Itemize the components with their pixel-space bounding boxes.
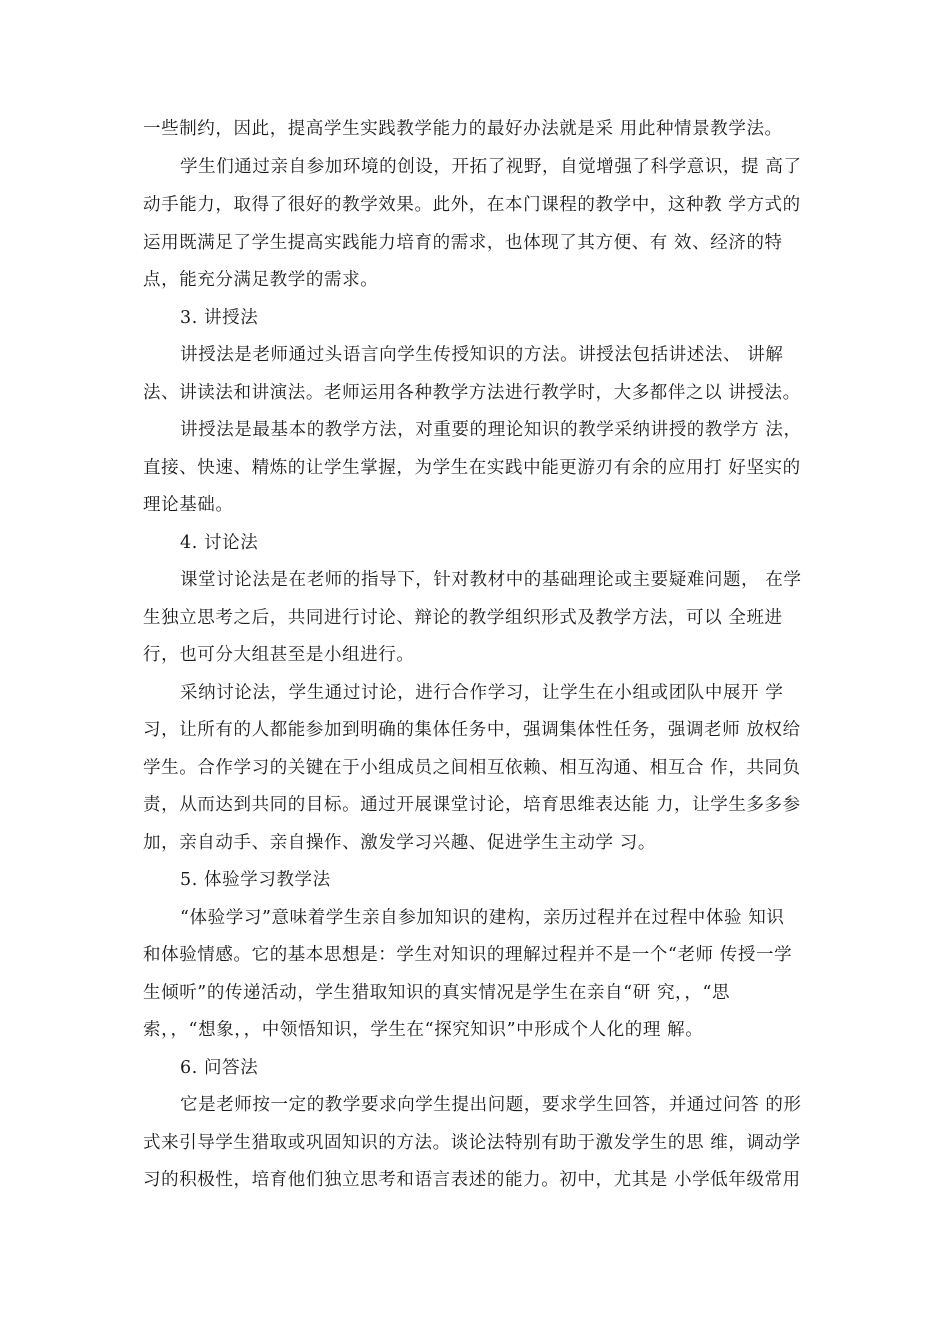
text-line: 理论基础。	[143, 495, 234, 515]
text-line: 生倾听”的传递活动，学生猎取知识的真实情况是学生在亲自“研 究，，“思	[143, 983, 731, 1003]
text-line: 式来引导学生猎取或巩固知识的方法。谈论法特别有助于激发学生的思 维，调动学	[143, 1133, 801, 1153]
text-line: 加，亲自动手、亲自操作、激发学习兴趣、促进学生主动学 习。	[143, 833, 656, 853]
text-line: “体验学习”意味着学生亲自参加知识的建构，亲历过程并在过程中体验 知识	[180, 908, 785, 928]
text-line: 运用既满足了学生提高实践能力培育的需求，也体现了其方便、有 效、经济的特	[143, 233, 783, 253]
text-line: 直接、快速、精炼的让学生掌握，为学生在实践中能更游刃有余的应用打 好坚实的	[143, 458, 801, 478]
text-line: 习的积极性，培育他们独立思考和语言表述的能力。初中，尤其是 小学低年级常用	[143, 1170, 801, 1190]
text-line: 和体验情感。它的基本思想是：学生对知识的理解过程并不是一个“老师 传授一学	[143, 945, 793, 965]
text-line: 生独立思考之后，共同进行讨论、辩论的教学组织形式及教学方法，可以 全班进	[143, 608, 783, 628]
section-heading: 5. 体验学习教学法	[180, 870, 331, 890]
text-line: 责，从而达到共同的目标。通过开展课堂讨论，培育思维表达能 力，让学生多多参	[143, 795, 801, 815]
text-line: 讲授法是最基本的教学方法，对重要的理论知识的教学采纳讲授的教学方 法，	[180, 420, 802, 440]
text-line: 索，，“想象，，中领悟知识，学生在“探究知识”中形成个人化的理 解。	[143, 1020, 704, 1040]
text-line: 动手能力，取得了很好的教学效果。此外，在本门课程的教学中，这种教 学方式的	[143, 195, 801, 215]
text-line: 学生。合作学习的关键在于小组成员之间相互依赖、相互沟通、相互合 作，共同负	[143, 758, 801, 778]
text-line: 一些制约，因此，提高学生实践教学能力的最好办法就是采 用此种情景教学法。	[143, 119, 783, 139]
text-line: 点，能充分满足教学的需求。	[143, 270, 379, 290]
text-line: 行，也可分大组甚至是小组进行。	[143, 645, 415, 665]
text-line: 学生们通过亲自参加环境的创设，开拓了视野，自觉增强了科学意识，提 高了	[180, 157, 802, 177]
text-line: 采纳讨论法，学生通过讨论，进行合作学习，让学生在小组或团队中展开 学	[180, 683, 784, 703]
text-line: 法、讲读法和讲演法。老师运用各种教学方法进行教学时，大多都伴之以 讲授法。	[143, 383, 801, 403]
section-heading: 3. 讲授法	[180, 308, 259, 328]
text-line: 习，让所有的人都能参加到明确的集体任务中，强调集体性任务，强调老师 放权给	[143, 720, 801, 740]
section-heading: 4. 讨论法	[180, 533, 259, 553]
section-heading: 6. 问答法	[180, 1058, 259, 1078]
text-line: 课堂讨论法是在老师的指导下，针对教材中的基础理论或主要疑难问题， 在学	[180, 570, 802, 590]
text-line: 它是老师按一定的教学要求向学生提出问题，要求学生回答，并通过问答 的形	[180, 1095, 802, 1115]
text-line: 讲授法是老师通过头语言向学生传授知识的方法。讲授法包括讲述法、 讲解	[180, 345, 784, 365]
